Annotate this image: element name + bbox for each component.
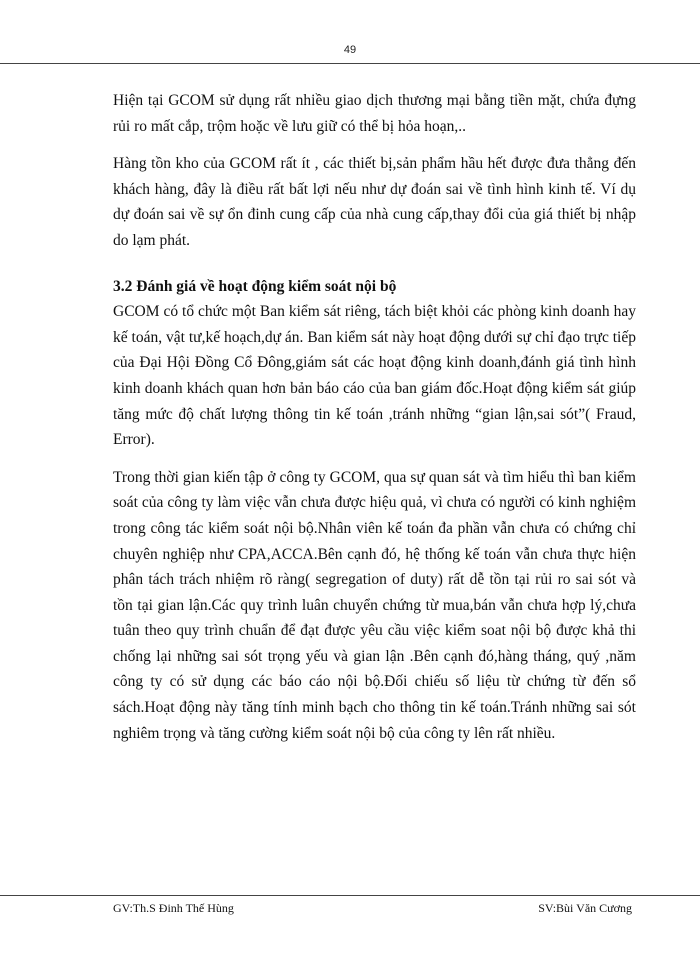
paragraph-inventory: Hàng tồn kho của GCOM rất ít , các thiết bị,sản phẩm hầu hết được đưa thẳng đến khách hàng, đây là điều rất bất lợi nếu như dự đoán sai về tình hình kinh tế. Ví dụ dự đoán sai về sự ổn đinh cung cấp của nhà cung cấp,thay đổi của giá thiết bị nhập do lạm phát. — [113, 155, 636, 249]
paragraph-audit-board: GCOM có tổ chức một Ban kiểm sát riêng, tách biệt khỏi các phòng kinh doanh hay kế toán, vật tư,kế hoạch,dự án. Ban kiểm sát này hoạt động dưới sự chỉ đạo trực tiếp của Đại Hội Đồng Cổ Đông,giám sát các hoạt động kinh doanh,đánh giá tình hình kinh doanh khách quan hơn bản báo cáo của ban giám đốc.Hoạt động kiểm sát giúp tăng mức độ chất lượng thông tin kế toán ,tránh những “gian lận,sai sót”( Fraud, Error). — [113, 303, 636, 449]
document-body — [113, 88, 636, 758]
footer-instructor: GV:Th.S Đinh Thế Hùng — [113, 901, 234, 915]
paragraph-cash-risk: Hiện tại GCOM sử dụng rất nhiều giao dịch thương mại bằng tiền mặt, chứa đựng rủi ro mất cắp, trộm hoặc về lưu giữ có thể bị hỏa hoạn,.. — [113, 92, 636, 135]
header-rule — [0, 63, 700, 64]
footer-rule — [0, 895, 700, 896]
footer-student: SV:Bùi Văn Cương — [538, 901, 632, 915]
paragraph-internship-observation: Trong thời gian kiến tập ở công ty GCOM, qua sự quan sát và tìm hiểu thì ban kiểm soát của công ty làm việc vẫn chưa được hiệu quả, vì chưa có người có kinh nghiệm trong công tác kiểm soát nội bộ.Nhân viên kế toán đa phần vẫn chưa có chứng chỉ chuyên nghiệp như CPA,ACCA.Bên cạnh đó, hệ thống kế toán vẫn chưa thực hiện phân tách trách nhiệm rõ ràng( segregation of duty) rất dễ tồn tại rủi ro sai sót và tồn tại gian lận.Các quy trình luân chuyển chứng từ mua,bán vẫn chưa hợp lý,chưa tuân theo quy trình chuẩn để đạt được yêu cầu việc kiểm soat nội bộ được khả thi chống lại những sai sót trọng yếu và gian lận .Bên cạnh đó,hàng tháng, quý ,năm công ty có sử dụng các báo cáo nội bộ.Đối chiếu số liệu từ chứng từ đến sổ sách.Hoạt động này tăng tính minh bạch cho thông tin kế toán.Tránh những sai sót nghiêm trọng và tăng cường kiểm soát nội bộ của công ty lên rất nhiều. — [113, 468, 636, 742]
page-number: 49 — [343, 44, 357, 56]
section-heading: 3.2 Đánh giá về hoạt động kiểm soát nội bộ — [113, 277, 397, 295]
